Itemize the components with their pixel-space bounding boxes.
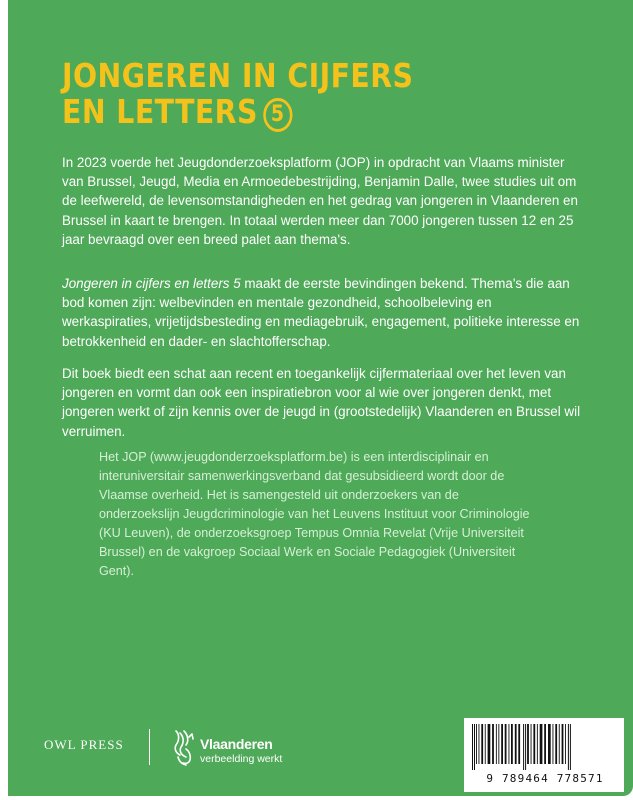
barcode-bar xyxy=(570,724,571,770)
purpose-paragraph: Dit boek biedt een schat aan recent en toegankelijk cijfermateriaal over het leven van jongeren en vormt dan ook een inspiratiebron voor al wie over jongeren denkt, met jongeren werkt of zijn kennis over de jeugd in (grootstedelijk) Vlaanderen en Brussel wil verruimen. xyxy=(62,366,581,439)
barcode-bar xyxy=(485,724,486,764)
barcode-bar xyxy=(562,724,564,764)
barcode-bar xyxy=(496,724,497,764)
barcode-bar xyxy=(544,724,546,764)
barcode-bar xyxy=(515,724,517,764)
barcode-bar xyxy=(518,724,520,764)
barcode-bar xyxy=(537,724,538,764)
barcode-bar xyxy=(559,724,560,764)
book-title-italic: Jongeren in cijfers en letters 5 xyxy=(62,276,241,291)
title-line-2 xyxy=(62,94,413,132)
barcode-bar xyxy=(531,724,532,764)
barcode-bar xyxy=(511,724,513,764)
barcode-bar xyxy=(565,724,566,764)
themes-text: maakt de eerste bevindingen bekend. Thema's die aan bod komen zijn: welbevinden en mentale gezondheid, schoolbeleving en werkaspiraties, vrijetijdsbesteding en mediagebruik, engagement, politieke interesse en betrokkenheid en dader- en slachtofferschap. xyxy=(62,276,580,349)
themes-paragraph xyxy=(62,274,582,351)
barcode-bar xyxy=(479,724,480,764)
publisher-logo: OWL PRESS xyxy=(44,737,124,752)
barcode-bar xyxy=(527,724,529,764)
barcode-bar xyxy=(492,724,494,764)
volume-badge: 5 xyxy=(263,98,292,132)
title-line-2-text: EN LETTERS xyxy=(62,92,258,131)
barcode-bar xyxy=(474,724,475,770)
book-title xyxy=(62,58,413,132)
barcode-bar xyxy=(481,724,483,764)
barcode xyxy=(464,718,624,792)
barcode-bar xyxy=(555,724,557,764)
lion-icon xyxy=(170,727,196,767)
barcode-bar xyxy=(472,724,473,770)
barcode-bar xyxy=(498,724,499,764)
barcode-bar xyxy=(525,724,526,770)
barcode-bar xyxy=(476,724,477,764)
logo-divider xyxy=(149,729,150,765)
title-line-1: JONGEREN IN CIJFERS xyxy=(62,56,414,95)
barcode-bar xyxy=(488,724,491,764)
barcode-bar xyxy=(568,724,569,770)
back-cover xyxy=(8,0,633,796)
vlaanderen-name: Vlaanderen xyxy=(200,736,273,752)
barcode-bar xyxy=(509,724,510,764)
barcode-bar xyxy=(505,724,507,764)
isbn-number: 9 789464 778571 xyxy=(486,772,604,785)
barcode-bar xyxy=(501,724,503,764)
vlaanderen-tagline: verbeelding werkt xyxy=(200,753,283,765)
barcode-bar xyxy=(523,724,524,770)
barcode-bar xyxy=(553,724,554,764)
jop-description: Het JOP (www.jeugdonderzoeksplatform.be) is een interdisciplinair en interuniversitair samenwerkingsverband dat gesubsidieerd wordt door de Vlaamse overheid. Het is samengesteld uit onderzoekers van de onderzoekslijn Jeugdcriminologie van het Leuvens Instituut voor Criminologie (KU Leuven), de onderzoeksgroep Tempus Omnia Revelat (Vrije Universiteit Brussel) en de vakgroep Sociaal Werk en Sociale Pedagogiek (Universiteit Gent). xyxy=(99,450,530,578)
intro-paragraph: In 2023 voerde het Jeugdonderzoeksplatform (JOP) in opdracht van Vlaams minister van Brussel, Jeugd, Media en Armoedebestrijding, Benjamin Dalle, twee studies uit om de leefwereld, de levensomstandigheden en het gedrag van jongeren in Vlaanderen en Brussel in kaart te brengen. In totaal werden meer dan 7000 jongeren tussen 12 en 25 jaar bevraagd over een breed palet aan thema's. xyxy=(62,155,578,247)
barcode-bars xyxy=(470,724,618,770)
barcode-bar xyxy=(533,724,535,764)
barcode-bar xyxy=(540,724,543,764)
barcode-bar xyxy=(548,724,551,764)
